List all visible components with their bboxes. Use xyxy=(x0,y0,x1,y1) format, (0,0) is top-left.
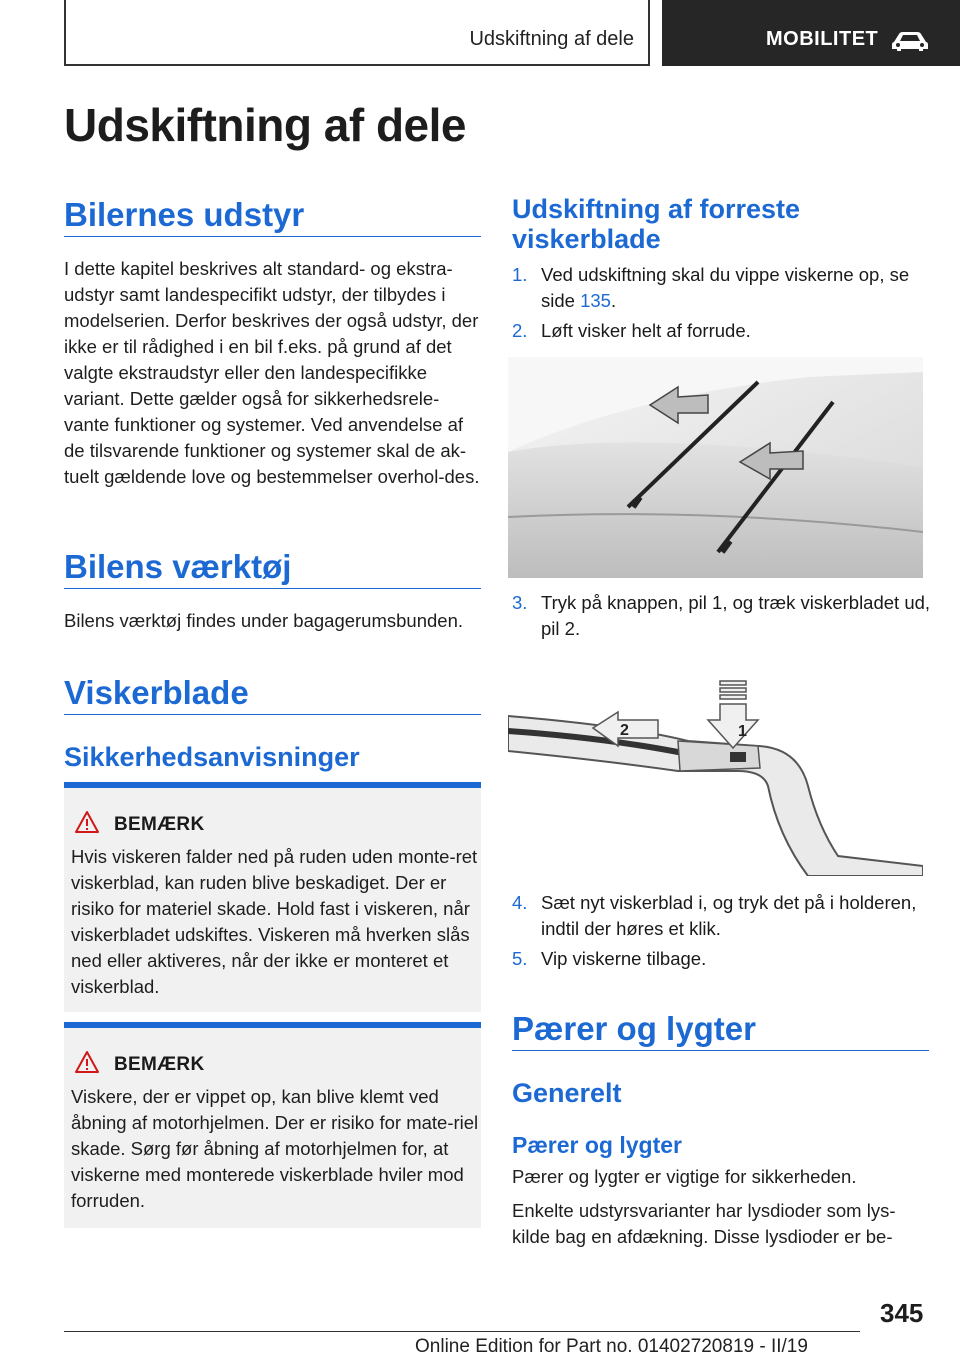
notice-box-2 xyxy=(64,1022,481,1228)
arrow-label-1: 1 xyxy=(738,723,747,740)
page-number: 345 xyxy=(880,1298,924,1328)
step-number: 4. xyxy=(512,892,528,913)
heading-rule xyxy=(64,236,481,237)
wiper-illustration xyxy=(508,357,923,578)
footer-rule xyxy=(64,1331,860,1332)
step-text xyxy=(541,262,933,314)
paragraph-paerer-2: Enkelte udstyrsvarianter har lysdioder som lys-kilde bag en afdækning. Disse lysdioder er be- xyxy=(512,1200,896,1247)
arrow-label-2: 2 xyxy=(620,722,629,739)
heading-paerer-og-lygter: Pærer og lygter xyxy=(512,1010,756,1047)
figure-wipers-raised xyxy=(508,357,923,578)
heading-rule xyxy=(512,1050,929,1051)
warning-icon xyxy=(74,1050,100,1074)
heading-rule xyxy=(64,588,481,589)
header-chapter-box xyxy=(662,0,960,66)
notice-title: BEMÆRK xyxy=(114,814,205,835)
header-section-title: Udskiftning af dele xyxy=(469,28,634,50)
heading-bilens-vaerktoej: Bilens værktøj xyxy=(64,548,292,585)
header-chapter-title: MOBILITET xyxy=(766,28,879,50)
subheading-paerer-og-lygter: Pærer og lygter xyxy=(512,1132,682,1158)
paragraph-bilens-vaerktoej: Bilens værktøj findes under bagagerumsbunden. xyxy=(64,610,464,631)
figure-wiper-release xyxy=(508,676,923,876)
step-number: 1. xyxy=(512,264,528,285)
heading-udskiftning-forreste-viskerblade: Udskiftning af forreste viskerblade xyxy=(512,194,801,254)
page-link[interactable]: 135 xyxy=(580,290,611,311)
step-text: Løft visker helt af forrude. xyxy=(541,320,751,341)
page-title: Udskiftning af dele xyxy=(64,99,466,151)
header-section-box xyxy=(64,0,650,66)
heading-generelt: Generelt xyxy=(512,1078,622,1108)
notice-title: BEMÆRK xyxy=(114,1054,205,1075)
footer-edition: Online Edition for Part no. 01402720819 - II/19 xyxy=(415,1336,808,1357)
step-text: Tryk på knappen, pil 1, og træk viskerbladet ud, pil 2. xyxy=(541,592,931,639)
step-number: 3. xyxy=(512,592,528,613)
step-number: 5. xyxy=(512,948,528,969)
heading-viskerblade: Viskerblade xyxy=(64,674,249,711)
step-text-suffix: . xyxy=(610,290,617,311)
car-icon xyxy=(890,30,930,52)
warning-icon xyxy=(74,810,100,834)
paragraph-paerer-1: Pærer og lygter er vigtige for sikkerheden. xyxy=(512,1166,857,1187)
step-text: Sæt nyt viskerblad i, og tryk det på i holderen, indtil der høres et klik. xyxy=(541,892,917,939)
step-text: Vip viskerne tilbage. xyxy=(541,948,707,969)
heading-rule xyxy=(64,714,481,715)
wiper-release-illustration xyxy=(508,676,923,876)
heading-sikkerhedsanvisninger: Sikkerhedsanvisninger xyxy=(64,742,360,772)
heading-bilernes-udstyr: Bilernes udstyr xyxy=(64,196,305,233)
notice-box-1 xyxy=(64,782,481,1012)
step-text-body: Ved udskiftning skal du vippe viskerne op, se side xyxy=(541,264,910,311)
notice-text: Viskere, der er vippet op, kan blive klemt ved åbning af motorhjelmen. Der er risiko for mate-riel skade. Sørg før åbning af motorhjelmen for, at viskerne med monterede viskerblade hviler mod forruden. xyxy=(71,1086,479,1211)
step-number: 2. xyxy=(512,320,528,341)
paragraph-bilernes-udstyr: I dette kapitel beskrives alt standard- og ekstra-udstyr samt landespecifikt udstyr, der tilbydes i modelserien. Derfor beskrives der også udstyr, der ikke er til rådighed i en bil f.eks. på grund af det valgte ekstraudstyr eller den landespecifikke variant. Dette gælder også for sikkerhedsrele-vante funktioner og systemer. Ved anvendelse af de tilsvarende funktioner og systemer skal de ak-tuelt gældende love og bestemmelser overhol-des. xyxy=(64,258,480,487)
notice-text: Hvis viskeren falder ned på ruden uden monte-ret viskerblad, kan ruden blive beskadiget. Der er risiko for materiel skade. Hold fast i viskeren, når viskerbladet udskiftes. Viskeren må hverken slås ned eller aktiveres, når der ikke er monteret et viskerblad. xyxy=(71,846,478,997)
